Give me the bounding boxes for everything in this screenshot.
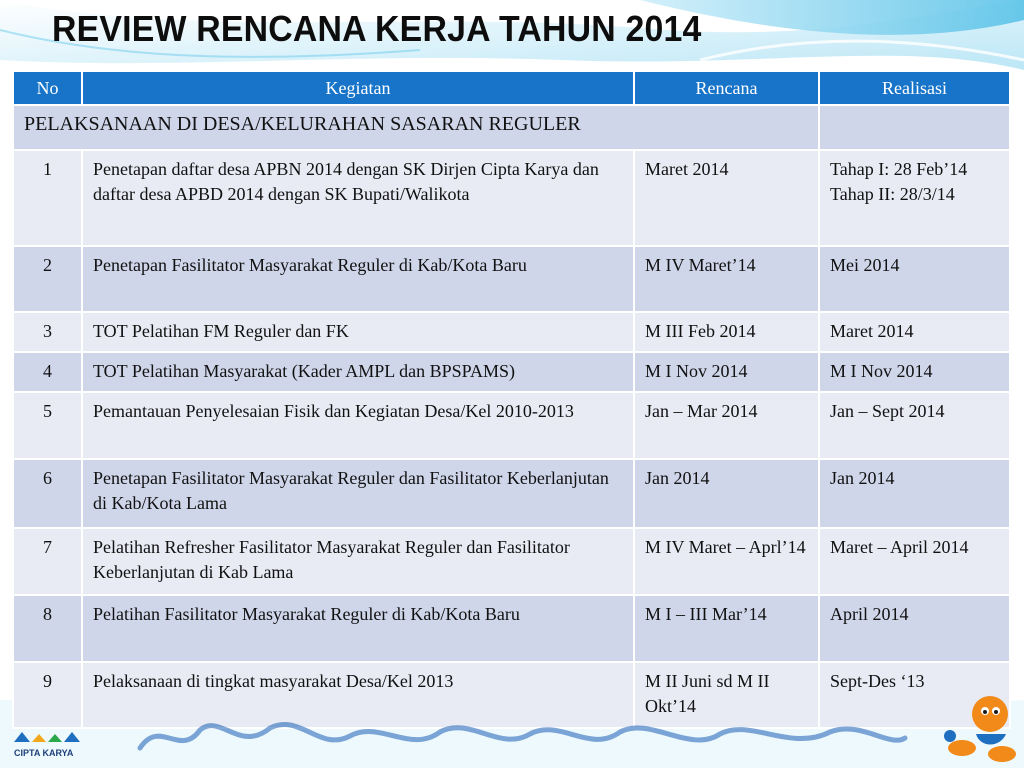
row-rencana: Maret 2014 bbox=[634, 150, 819, 246]
row-no: 8 bbox=[13, 595, 82, 662]
table-row bbox=[13, 528, 1010, 595]
row-rencana: M II Juni sd M II Okt’14 bbox=[634, 662, 819, 728]
decorative-script-watermark bbox=[130, 708, 910, 764]
row-realisasi: M I Nov 2014 bbox=[819, 352, 1010, 392]
header-rencana: Rencana bbox=[634, 71, 819, 105]
row-kegiatan: Pemantauan Penyelesaian Fisik dan Kegiatan Desa/Kel 2010-2013 bbox=[82, 392, 634, 459]
row-kegiatan: Penetapan Fasilitator Masyarakat Reguler dan Fasilitator Keberlanjutan di Kab/Kota Lama bbox=[82, 459, 634, 528]
row-kegiatan: Penetapan daftar desa APBN 2014 dengan SK Dirjen Cipta Karya dan daftar desa APBD 2014 dengan SK Bupati/Walikota bbox=[82, 150, 634, 246]
row-kegiatan: TOT Pelatihan FM Reguler dan FK bbox=[82, 312, 634, 352]
cipta-karya-logo-icon bbox=[10, 730, 86, 760]
section-empty-cell bbox=[819, 105, 1010, 150]
table-row bbox=[13, 150, 1010, 246]
row-realisasi: Jan 2014 bbox=[819, 459, 1010, 528]
header-realisasi: Realisasi bbox=[819, 71, 1010, 105]
logo-text: CIPTA KARYA bbox=[14, 748, 74, 758]
row-kegiatan: TOT Pelatihan Masyarakat (Kader AMPL dan BPSPAMS) bbox=[82, 352, 634, 392]
work-plan-table bbox=[12, 70, 1011, 729]
header-no: No bbox=[13, 71, 82, 105]
row-no: 1 bbox=[13, 150, 82, 246]
row-rencana: M III Feb 2014 bbox=[634, 312, 819, 352]
header-kegiatan: Kegiatan bbox=[82, 71, 634, 105]
row-rencana: Jan 2014 bbox=[634, 459, 819, 528]
section-row bbox=[13, 105, 1010, 150]
page-title: REVIEW RENCANA KERJA TAHUN 2014 bbox=[52, 8, 702, 49]
row-rencana: M IV Maret’14 bbox=[634, 246, 819, 312]
table-row bbox=[13, 312, 1010, 352]
table-header-row bbox=[13, 71, 1010, 105]
table-row bbox=[13, 459, 1010, 528]
section-title: PELAKSANAAN DI DESA/KELURAHAN SASARAN REGULER bbox=[13, 105, 819, 150]
row-rencana: Jan – Mar 2014 bbox=[634, 392, 819, 459]
table-row bbox=[13, 352, 1010, 392]
row-no: 6 bbox=[13, 459, 82, 528]
mascot-icon bbox=[936, 690, 1020, 764]
row-rencana: M I Nov 2014 bbox=[634, 352, 819, 392]
row-rencana: M IV Maret – Aprl’14 bbox=[634, 528, 819, 595]
row-rencana: M I – III Mar’14 bbox=[634, 595, 819, 662]
table-row bbox=[13, 392, 1010, 459]
row-realisasi: Maret – April 2014 bbox=[819, 528, 1010, 595]
row-realisasi: Sept-Des ‘13 bbox=[819, 662, 1010, 728]
row-realisasi: April 2014 bbox=[819, 595, 1010, 662]
row-realisasi-line: Tahap I: 28 Feb’14 bbox=[830, 159, 968, 179]
row-realisasi: Mei 2014 bbox=[819, 246, 1010, 312]
row-realisasi: Maret 2014 bbox=[819, 312, 1010, 352]
row-no: 7 bbox=[13, 528, 82, 595]
row-no: 9 bbox=[13, 662, 82, 728]
row-no: 2 bbox=[13, 246, 82, 312]
row-no: 3 bbox=[13, 312, 82, 352]
row-realisasi bbox=[819, 150, 1010, 246]
table-row bbox=[13, 595, 1010, 662]
row-realisasi-line: Tahap II: 28/3/14 bbox=[830, 184, 955, 204]
row-kegiatan: Pelatihan Refresher Fasilitator Masyarakat Reguler dan Fasilitator Keberlanjutan di Kab Lama bbox=[82, 528, 634, 595]
row-no: 4 bbox=[13, 352, 82, 392]
table-row bbox=[13, 246, 1010, 312]
row-no: 5 bbox=[13, 392, 82, 459]
row-kegiatan: Penetapan Fasilitator Masyarakat Reguler di Kab/Kota Baru bbox=[82, 246, 634, 312]
row-kegiatan: Pelatihan Fasilitator Masyarakat Reguler di Kab/Kota Baru bbox=[82, 595, 634, 662]
row-realisasi: Jan – Sept 2014 bbox=[819, 392, 1010, 459]
row-kegiatan: Pelaksanaan di tingkat masyarakat Desa/Kel 2013 bbox=[82, 662, 634, 728]
